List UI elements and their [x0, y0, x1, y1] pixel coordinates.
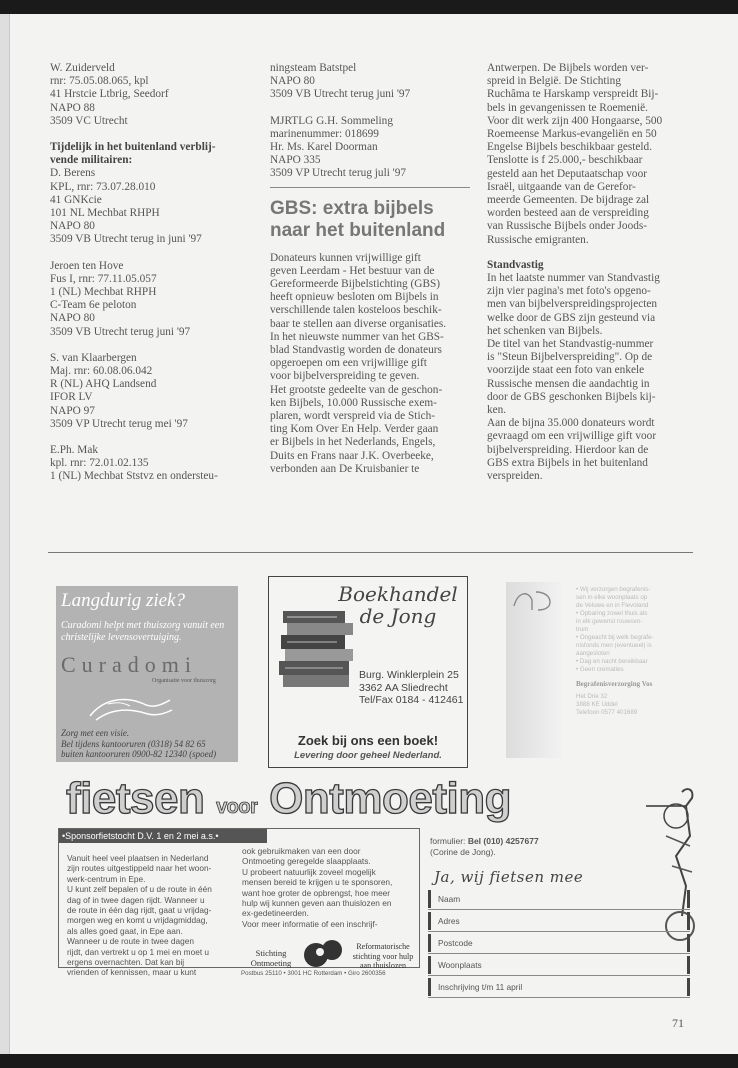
body-line: door de GBS geschonken Bijbels kij-	[487, 390, 656, 403]
body-line: gevraagd om een vrijwillige gift voor	[487, 430, 657, 443]
address-line: 41 Hrstcie Ltbrig, Seedorf	[50, 88, 169, 101]
vos-address-line: Het Drie 32	[576, 693, 608, 700]
article-headline	[270, 198, 470, 242]
text-line: zijn routes uitgestippeld naar het woon-	[67, 863, 212, 874]
address-line: KPL, rnr: 73.07.28.010	[50, 180, 156, 193]
address-line: E.Ph. Mak	[50, 444, 99, 457]
fietsen-text-left	[67, 853, 249, 978]
body-line: er Bijbels in het Nederlands, Engels,	[270, 436, 436, 449]
column-addresses	[50, 62, 260, 497]
stichting-name-line: Stichting	[255, 948, 287, 958]
shop-name-line: de Jong	[359, 604, 437, 628]
address-line: IFOR LV	[50, 391, 93, 404]
text-line: ook gebruikmaken van een door	[242, 846, 361, 856]
shop-name-line: Boekhandel	[338, 582, 458, 606]
address-line: NAPO 88	[50, 101, 95, 114]
text-line: werk-centrum in Epe.	[67, 873, 146, 884]
fietsen-headline	[66, 776, 511, 830]
ad-footer	[61, 728, 236, 760]
address-field[interactable]: Adres	[428, 910, 690, 932]
body-line: ken.	[487, 404, 507, 417]
body-line: Duits en Frans naar J.K. Overbeeke,	[270, 449, 434, 462]
headline-word: voor	[216, 796, 258, 818]
body-line: Roemeense Markus-evangeliën en 50	[487, 128, 657, 141]
address-block-sommeling	[270, 115, 470, 181]
body-line: ken Bijbels, 10.000 Russische exem-	[270, 396, 437, 409]
address-line: 3509 VC Utrecht	[50, 114, 128, 127]
article-body-standvastig	[487, 272, 693, 483]
vos-service-line: • Ongeacht bij welk begrafe-	[576, 634, 654, 641]
body-line: men van bijbelverspreidingsprojecten	[487, 298, 658, 311]
body-line: Het grootste gedeelte van de geschon-	[270, 383, 443, 396]
hands-icon	[86, 690, 176, 726]
address-line: NAPO 80	[270, 75, 315, 88]
text-line: dag of in twee dagen rijdt. Wanneer u	[67, 894, 205, 905]
body-line: meerde Gemeenten. De bijdrage zal	[487, 194, 650, 207]
form-label: formulier:	[430, 836, 466, 846]
vos-service-line: • Geen crematies	[576, 666, 624, 673]
stichting-description-line: Reformatorische	[356, 942, 410, 951]
text-line: U probeert natuurlijk zoveel mogelijk	[242, 866, 376, 877]
body-line: opgeroepen om een vrijwillige gift	[270, 357, 427, 370]
address-block-5	[50, 444, 260, 484]
divider	[270, 187, 470, 188]
address-block-2	[50, 141, 260, 247]
text-line: mensen bereid te krijgen u te sponsoren,	[242, 877, 393, 888]
body-line: Russische mensen die aandachtig in	[487, 377, 650, 390]
address-line: Jeroen ten Hove	[50, 259, 124, 272]
vos-service-line: trum	[576, 626, 589, 633]
body-line: heeft opnieuw besloten om Bijbels in	[270, 291, 439, 304]
vos-advertisement	[496, 574, 692, 766]
vos-service-line: in elk gewenst rouwcen-	[576, 618, 643, 625]
address-block-4	[50, 352, 260, 431]
address-line: C-Team 6e peloton	[50, 299, 137, 312]
headline-word: Ontmoeting	[269, 774, 511, 823]
section-heading: Tijdelijk in het buitenland verblij-	[50, 141, 216, 154]
text-line: de route in één dag rijdt, gaat u vrijdag-	[67, 905, 212, 916]
body-line: GBS extra Bijbels in het buitenland	[487, 456, 648, 469]
ad-brand: Curadomi	[61, 652, 197, 677]
vos-service-line: de Veluwe en in Flevoland	[576, 602, 649, 609]
body-line: Israël, uitgaande van de Gerefor-	[487, 180, 636, 193]
text-line: hulp wij kunnen geven aan thuislozen en	[242, 898, 392, 909]
text-line: Voor meer informatie of een inschrijf-	[242, 918, 378, 929]
body-line: In het laatste nummer van Standvastig	[487, 272, 660, 285]
text-line: rijdt, dan vertrekt u op 1 mei en moet u	[67, 946, 210, 957]
body-line: blad Standvastig worden de donateurs	[270, 344, 442, 357]
stichting-description	[346, 942, 420, 971]
address-line: 3509 VB Utrecht terug juni '97	[50, 325, 191, 338]
address-line: R (NL) AHQ Landsend	[50, 378, 157, 391]
address-line: W. Zuiderveld	[50, 62, 115, 74]
body-line: Antwerpen. De Bijbels worden ver-	[487, 62, 649, 74]
address-block-1	[50, 62, 260, 128]
text-line: vrienden of kennissen, maar u kunt	[67, 967, 197, 978]
form-header	[430, 836, 539, 858]
body-line: plaren, wordt verspreid via de Stich-	[270, 410, 436, 423]
address-line: S. van Klaarbergen	[50, 351, 137, 364]
shop-delivery: Levering door geheel Nederland.	[294, 750, 442, 761]
address-line: rnr: 75.05.08.065, kpl	[50, 75, 149, 88]
address-line: MJRTLG G.H. Sommeling	[270, 114, 393, 127]
name-field[interactable]: Naam	[428, 888, 690, 910]
body-line: welke door de GBS zijn gesteund via	[487, 311, 656, 324]
address-line: NAPO 97	[50, 404, 95, 417]
address-line: 3509 VB Utrecht terug in juni '97	[50, 233, 202, 246]
body-line: is "Steun Bijbelverspreiding". Op de	[487, 351, 653, 364]
body-line: baar te stellen aan diverse organisaties.	[270, 317, 447, 330]
address-line: 101 NL Mechbat RHPH	[50, 207, 160, 220]
address-line: 1 (NL) Mechbat Ststvz en ondersteu-	[50, 470, 218, 483]
city-field[interactable]: Woonplaats	[428, 954, 690, 976]
address-line: 3509 VB Utrecht terug juni '97	[270, 88, 411, 101]
stichting-description-line: aan thuislozen	[360, 961, 406, 970]
ad-footer-line: Bel tijdens kantooruren (0318) 54 82 65	[61, 738, 206, 749]
address-line: ningsteam Batstpel	[270, 62, 357, 74]
ontmoeting-logo	[242, 942, 422, 970]
address-line: NAPO 80	[50, 312, 95, 325]
curadomi-advertisement	[56, 586, 238, 762]
address-line: kpl. rnr: 72.01.02.135	[50, 457, 149, 470]
vos-service-line: sen in elke woonplaats op	[576, 594, 648, 601]
address-block-3	[50, 260, 260, 339]
shop-address-line: 3362 AA Sliedrecht	[359, 681, 448, 694]
text-line: ex-gedetineerden.	[242, 908, 309, 919]
vos-services	[576, 586, 692, 717]
body-line: Voor dit werk zijn 400 Hongaarse, 500	[487, 114, 663, 127]
address-line: NAPO 335	[270, 154, 321, 167]
body-line: van Russische Bijbels onder Joods-	[487, 220, 648, 233]
postal-address: Postbus 25110 • 3001 HC Rotterdam • Giro 2600356	[241, 970, 386, 977]
ontmoeting-emblem-icon	[304, 938, 344, 972]
body-line: het schenken van Bijbels.	[487, 324, 603, 337]
address-block-continued	[270, 62, 470, 102]
shop-slogan: Zoek bij ons een boek!	[297, 733, 439, 748]
text-line: ergens overnachten. Dat kan bij	[67, 957, 185, 968]
ad-footer-line: Zorg met een visie.	[61, 728, 130, 738]
body-line: bels in gevangenissen te Roemenië.	[487, 101, 648, 114]
section-heading: vende militairen:	[50, 154, 133, 167]
body-line: ting Kom Over En Help. Verder gaan	[270, 423, 439, 436]
address-line: NAPO 80	[50, 220, 95, 233]
body-line: Russische emigranten.	[487, 233, 589, 246]
vos-address-line: 3888 KE Uddel	[576, 701, 618, 708]
headline-line-1: GBS: extra bijbels	[270, 197, 434, 219]
body-line: Donateurs kunnen vrijwillige gift	[270, 251, 421, 264]
form-contact: (Corine de Jong).	[430, 847, 496, 857]
fietsen-text-right	[242, 846, 418, 929]
body-line: voor bijbelverspreiding te geven.	[270, 370, 420, 383]
address-line: 3509 VP Utrecht terug mei '97	[50, 417, 188, 430]
previous-page-edge	[0, 14, 10, 1054]
sponsor-tour-banner: •Sponsorfietstocht D.V. 1 en 2 mei a.s.•	[59, 829, 267, 843]
body-line: voorzijde staat een foto van enkele	[487, 364, 645, 377]
headline-word: fietsen	[66, 774, 205, 823]
vos-service-line: aangesloten	[576, 650, 610, 657]
ad-subtitle: Curadomi helpt met thuiszorg vanuit een christelijke levensovertuiging.	[61, 620, 225, 643]
form-phone: Bel (010) 4257677	[467, 836, 539, 846]
body-line: Aan de bijna 35.000 donateurs wordt	[487, 417, 655, 430]
address-line: Maj. rnr: 60.08.06.042	[50, 365, 153, 378]
vos-company-name: Begrafenisverzorging Vos	[576, 680, 653, 688]
body-line: worden besteed aan de verspreiding	[487, 207, 649, 220]
shop-address-line: Tel/Fax 0184 - 412461	[359, 694, 464, 706]
page-number: 71	[672, 1016, 684, 1030]
body-line: geven Leerdam - Het bestuur van de	[270, 264, 435, 277]
shop-address	[359, 669, 464, 707]
postcode-field[interactable]: Postcode	[428, 932, 690, 954]
registration-form	[428, 888, 690, 998]
section-divider	[48, 552, 693, 553]
body-line: verspreiden.	[487, 470, 543, 483]
body-line: bijbelverspreiding. Hierdoor kan de	[487, 443, 649, 456]
body-line: verschillende talen kosteloos beschik-	[270, 304, 442, 317]
ad-title: Langdurig ziek?	[61, 590, 186, 611]
body-line: Engelse Bijbels beschikbaar gesteld.	[487, 141, 653, 154]
text-line: Wanneer u de route in twee dagen	[67, 936, 194, 947]
address-line: 41 GNKcie	[50, 193, 102, 206]
handwritten-title: Ja, wij fietsen mee	[434, 868, 584, 886]
stichting-name-line: Ontmoeting	[250, 958, 292, 968]
body-line: zijn vier pagina's met foto's opgeno-	[487, 285, 651, 298]
text-line: morgen weg en komt u vrijdagmiddag,	[67, 915, 208, 926]
stichting-description-line: stichting voor hulp	[352, 951, 414, 961]
vos-address	[576, 693, 692, 717]
vos-logo-icon	[510, 586, 560, 614]
body-line: verbonden aan De Kruisbanier te	[270, 462, 420, 475]
article-body-continued	[487, 62, 693, 247]
text-line: want hoe groter de opbrengst, hoe meer	[242, 887, 391, 898]
text-line: Vanuit heel veel plaatsen in Nederland	[67, 853, 209, 863]
vos-service-line: • Dag en nacht bereikbaar	[576, 658, 648, 665]
address-line: 1 (NL) Mechbat RHPH	[50, 286, 157, 299]
address-line: marinenummer: 018699	[270, 127, 379, 140]
address-line: Hr. Ms. Karel Doorman	[270, 141, 378, 154]
subheading-standvastig: Standvastig	[487, 258, 544, 271]
vos-address-line: Telefoon 0577 401689	[576, 709, 638, 716]
vos-service-line: • Opbaring zowel thuis als	[576, 610, 648, 617]
stichting-name	[242, 948, 300, 968]
shop-address-line: Burg. Winklerplein 25	[359, 669, 459, 681]
ad-footer-line: buiten kantooruren 0900-82 12340 (spoed)	[61, 749, 217, 759]
vos-service-line: nisfonds men (eventueel) is	[576, 642, 652, 649]
registration-deadline-field[interactable]: Inschrijving t/m 11 april	[428, 976, 690, 998]
body-line: Tenslotte is f 25.000,- beschikbaar	[487, 154, 643, 167]
headline-line-2: naar het buitenland	[270, 219, 446, 241]
vos-service-line: • Wij verzorgen begrafenis-	[576, 586, 651, 593]
column-article-start	[270, 62, 470, 476]
body-line: Gereformeerde Bijbelstichting (GBS)	[270, 278, 441, 291]
address-line: D. Berens	[50, 167, 96, 180]
article-body	[270, 252, 470, 476]
text-line: als alles goed gaat, in Epe aan.	[67, 925, 183, 936]
column-article-continued	[487, 62, 693, 483]
boekhandel-advertisement	[268, 576, 468, 768]
body-line: spreid in België. De Stichting	[487, 75, 621, 88]
text-line: U kunt zelf bepalen of u de route in één	[67, 884, 212, 895]
body-line: gesteld aan het Deputaatschap voor	[487, 167, 647, 180]
body-line: In het nieuwste nummer van het GBS-	[270, 330, 444, 343]
ad-org: Organisatie voor thuiszorg	[152, 678, 216, 684]
books-icon	[277, 605, 359, 695]
address-line: Fus I, rnr: 77.11.05.057	[50, 272, 157, 285]
body-line: De titel van het Standvastig-nummer	[487, 338, 654, 351]
text-line: Ontmoeting geregelde slaapplaats.	[242, 856, 371, 867]
address-line: 3509 VP Utrecht terug juli '97	[270, 167, 407, 180]
fietsen-advertisement	[56, 774, 696, 992]
magazine-page	[0, 14, 738, 1054]
body-line: Ruchâma te Harskamp verspreidt Bij-	[487, 88, 659, 101]
